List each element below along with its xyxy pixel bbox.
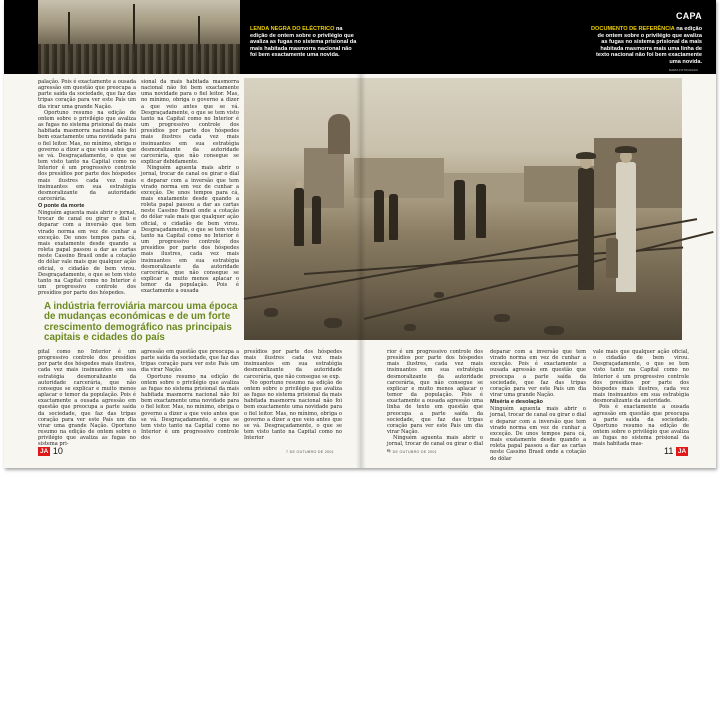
caption-right-title: DOCUMENTO DE REFERÊNCIA: [591, 26, 675, 32]
paragraph: Oportuno resumo na edição de ontem sobre o privilégio que avaliza as fugas no sistema prisional da mais habitada masmorra nacional não foi bem exactamente uma novidade para o fiel leitor. Mas, no mínimo, obriga o governo a dizer a que veio antes que se vá. Desgraçadamente, o que se tem visto tanto na Capital como no Interior é um progressivo controle dos presídios por parte dos hóspedes mais ilustres cada vez mais insinuantes em sua estratégia desmoralizante da autoridade carcerária.: [38, 109, 136, 202]
right-col-2: [490, 349, 586, 462]
caption-left-body: na edição de ontem sobre o privilégio que avaliza as fugas no sistema prisional da mais habitada masmorra nacional não foi bem exactamente uma novida.: [250, 26, 357, 59]
pull-quote: A indústria ferroviária marcou uma época de mudanças económicas e de um forte crescimento demográfico nas principais capitais e cidades do país: [44, 301, 238, 344]
caption-left-title: LENDA NEGRA DO ELÉCTRICO: [250, 26, 335, 32]
page-number: 10: [52, 446, 63, 456]
magazine-spread: [4, 0, 716, 468]
paragraph: deparar com a inversão que tem virado norma em vez de cunhar a exceção. Pois é exactamente a ousada agressão em questão que preocupa a parte saída da sociedade, que faz das tripas coração para ver este País um dia virar uma grande Nação.: [490, 349, 586, 399]
left-footer: [38, 446, 63, 456]
paragraph: Pois é exactamente a ousada agressão em questão que preocupa a parte saída da sociedade. Oportuno resumo na edição de ontem sobre o privilégio que avaliza as fugas no sistema prisional da mais habitada mas-: [593, 404, 689, 448]
paragraph: rior é um progressivo controle dos presídios por parte dos hóspedes mais ilustres, cada vez mais insinuantes em sua estratégia desmoralizante da autoridade carcerária, que não consegue se explicar e muito menos aplacar o temor da população. Pois é exactamente a ousada agressão uma linha de texto em questão que preocupa a parte saída da sociedade, que faz das tripas coração para ver este País um dia virar Nação.: [387, 349, 483, 436]
photo-credit: MARIA FOTOGRAFO: [668, 68, 698, 72]
magazine-logo: JA: [40, 448, 49, 455]
paragraph: vale mais que qualquer ação oficial, o cidadão de bem virou. Desgraçadamente, o que se tem visto tanto na Capital como no Interior é um progressivo controle dos presídios por parte dos hóspedes mais ilustres, cada vez mais insinuantes em sua estratégia desmoralizante da autoridade.: [593, 349, 689, 405]
subheading: Miséria e desolação: [490, 399, 543, 406]
paragraph: Oportuno resumo na edição de ontem sobre o privilégio que avaliza as fugas no sistema prisional da mais habitada masmorra nacional não foi bem exactamente uma novidade para o fiel leitor. Mas, no mínimo, obriga o governo a dizer a que veio antes que se vá. Desgraçadamente, o que se tem visto tanto na Capital como no Interior é um progressivo controle dos: [141, 373, 239, 442]
page-gutter: [356, 74, 366, 468]
header-caption-right: [590, 26, 702, 66]
left-footer-date: 7 DE OUTUBRO DE 2001: [286, 450, 334, 454]
right-footer-date: 7 DE OUTUBRO DE 2001: [389, 450, 437, 454]
paragraph: Ninguém aguenta mais abrir o jornal, trocar de canal ou girar o dial e deparar com a inversão que tem virado norma em vez de cunhar a exceção. De unos tempos para cá, mais exatamente desde quando a roleta papal passou a dar as cartas neste Cassino Brasil onde a cotação do dólar vale mais que qualquer ação oficial, o cidadão de bem virou. Desgraçadamente, o que se tem visto tanto na Capital como no Interior é um progressivo controle dos presídios por parte dos hóspedes mais ilustres, cada vez mais insinuantes em sua estratégia desmoralizante da autoridade carcerária, que não consegue se explicar e muito menos aplacar o temor da população. Pois é exactamente a ousada: [141, 165, 239, 295]
subheading: O ponte da morte: [38, 203, 85, 210]
left-col-3: [38, 349, 136, 448]
page-number: 11: [664, 446, 674, 456]
paragraph: palação. Pois é exactamente a ousada agressão em questão que preocupa a parte saída da sociedade, que faz das tripas coração para ver este País um dia virar uma grande Nação.: [38, 79, 136, 110]
right-footer: [664, 446, 688, 456]
paragraph: pital como no Interior é um progressivo controle dos presídios por parte dos hóspedes mais ilustres, cada vez mais insinuantes em sua estratégia desmoralizante da autoridade carcerária, que não consegue se explicar e muito menos aplacar o temor da população. Pois é exactamente a ousada agressão em questão que preocupa a parte saída da sociedade, que faz das tripas coração para ver este País um dia virar uma grande Nação. Oportuno resumo na edição de ontem sobre o privilégio que avaliza as fugas no sistema pri-: [38, 349, 136, 448]
main-photo: [244, 78, 682, 340]
caption-right-body: na edição de ontem sobre o privilégio que avaliza as fugas no sistema prisional da mais habitada masmorra mais uma linha de texto nacional não foi bem exactamente uma novida.: [596, 26, 702, 65]
left-col-2: [141, 79, 239, 297]
paragraph: Ninguém aguenta mais abrir o jornal, trocar de canal ou girar o dial e: [387, 435, 483, 454]
paragraph: Ninguém aguenta mais abrir o jornal, trocar de canal ou girar o dial e deparar com a inversão que tem virado norma em vez de cunhar a exceção. De unos tempos para cá, mais exatamente desde quando a roleta papal passou a dar as cartas neste Cassino Brasil onde a cotação do dólar: [490, 406, 586, 462]
paragraph: agressão em questão que preocupa a parte saída da sociedade, que faz das tripas coração para ver este País um dia virar Nação.: [141, 349, 239, 374]
section-label: CAPA: [675, 11, 702, 21]
paragraph: presídios por parte dos hóspedes mais ilustres cada vez mais insinuantes em sua estratégia desmoralizante da autoridade carcerária, que não consegue se exp.: [244, 349, 342, 380]
left-col-5: [244, 349, 342, 443]
magazine-logo: JA: [677, 448, 687, 455]
paragraph: sional da mais habitada masmorra nacional não foi bem exactamente uma novidade para o fiel leitor. Mas, no mínimo, obriga o governo a dizer a que veio antes que se vá. Desgraçadamente, o que se tem visto tanto na Capital como no Interior é um progressivo controle dos presídios por parte dos hóspedes mais ilustres cada vez mais insinuantes em sua estratégia desmoralizante da autoridade carcerária, que não consegue se explicar debidamente.: [141, 79, 239, 166]
paragraph: No oportuno resumo na edição de ontem sobre o privilégio que avaliza as fugas no sistema prisional da mais habitada masmorra nacional não foi bem exactamente uma novidade para o fiel leitor. Mas, no mínimo, obriga o governo a dizer a que veio antes que se vá. Desgraçadamente, o que se tem visto tanto na Capital como no Interior: [244, 379, 342, 442]
right-col-3: [593, 349, 689, 448]
left-col-4: [141, 349, 239, 443]
header-caption-left: [250, 26, 358, 59]
header-photo: [38, 0, 240, 74]
left-col-1: [38, 79, 136, 297]
paragraph: Ninguém aguenta mais abrir o jornal, trocar de canal ou girar o dial e deparar com a inversão que tem virado norma em vez de cunhar a exceção. De unos tempos para cá, mais exatamente desde quando a roleta papal passou a dar as cartas neste Cassino Brasil onde a cotação do dólar vale mais que qualquer ação oficial, o cidadão de bem virou. Desgraçadamente, o que se tem visto tanto na Capital como no Interior é um progressivo controle dos presídios por parte dos hóspedes.: [38, 210, 136, 297]
